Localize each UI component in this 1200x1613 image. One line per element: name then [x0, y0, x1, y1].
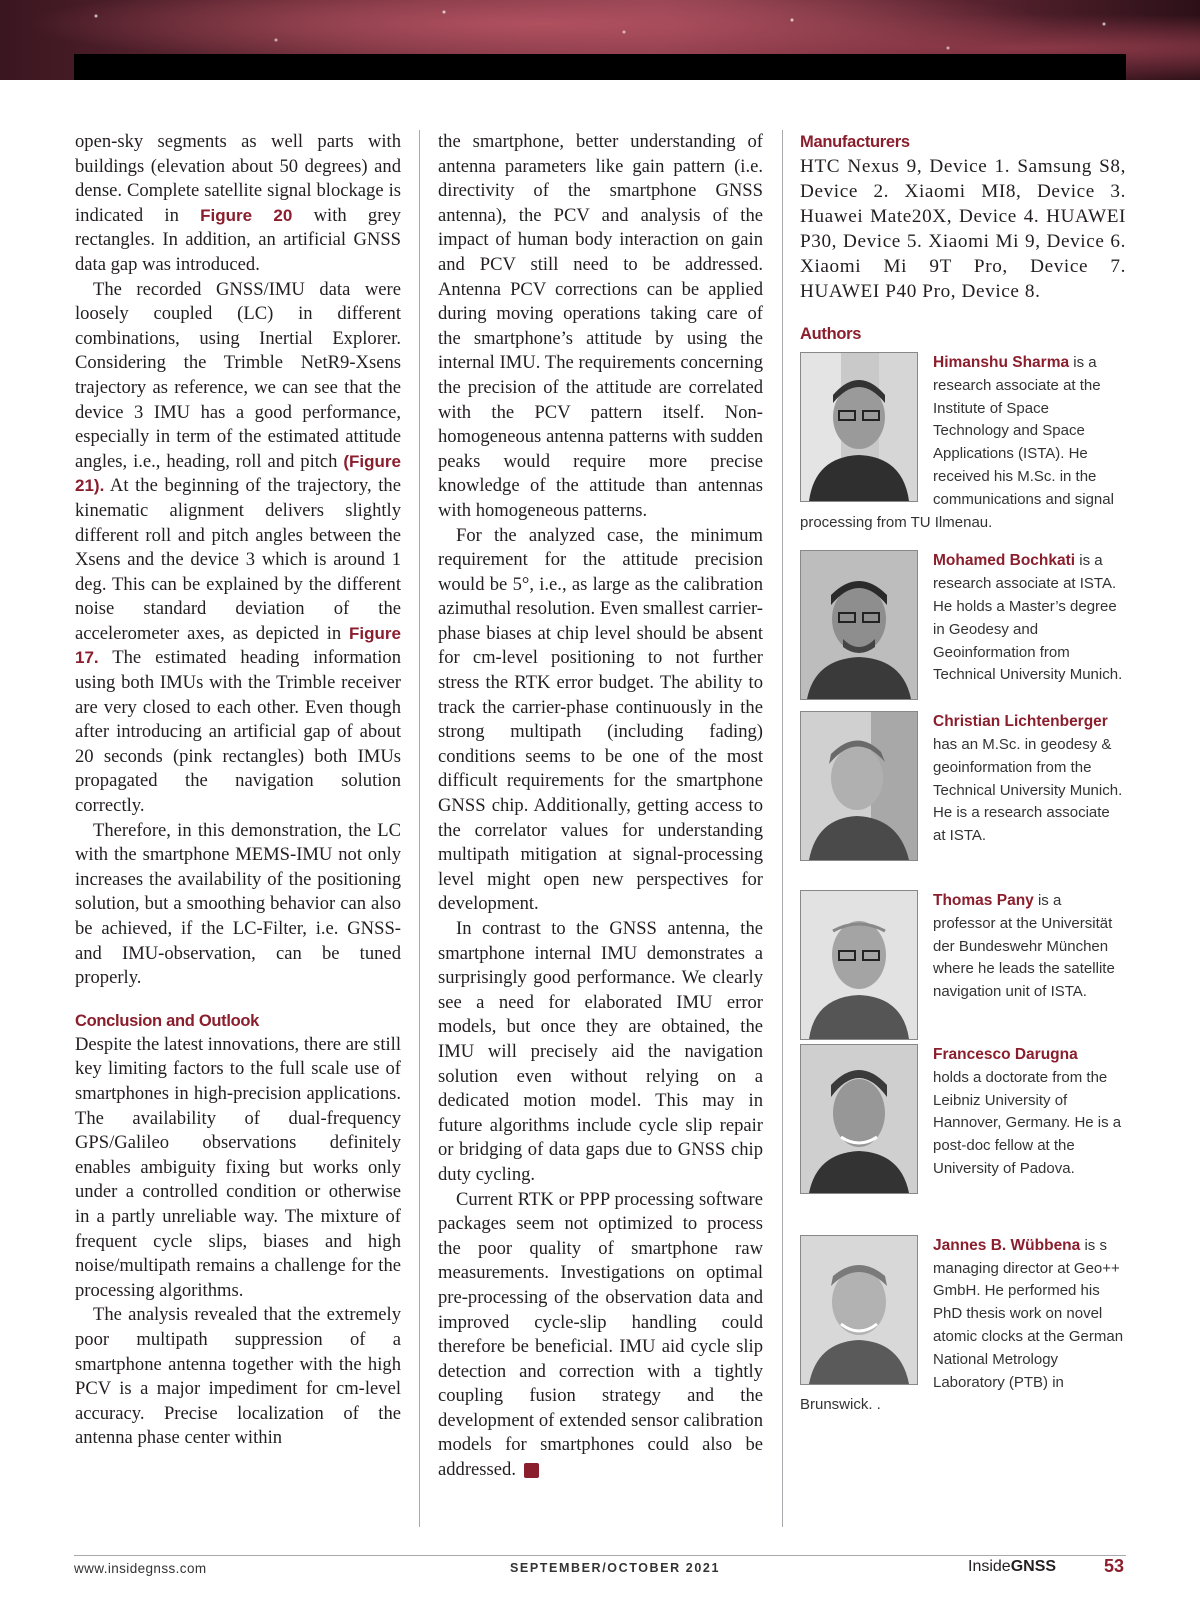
author-bio — [800, 550, 1126, 687]
author-name: Francesco Darugna — [933, 1045, 1078, 1063]
manufacturers-text: HTC Nexus 9, Device 1. Samsung S8, Device 2. Xiaomi MI8, Device 3. Huawei Mate20X, Device 4. HUAWEI P30, Device 5. Xiaomi Mi 9, Device 6. Xiaomi Mi 9T Pro, Device 7. HUAWEI P40 Pro, Device 8. — [800, 156, 1126, 302]
paragraph: The recorded GNSS/IMU data were loosely coupled (LC) in different combinations, using Inertial Explorer. Considering the Trimble NetR9-Xsens trajectory as reference, we can see that the device 3 IMU has a good performance, especially in term of the estimated attitude angles, i.e., heading, roll and pitch (Figure 21). At the beginning of the trajectory, the kinematic alignment delivers slightly different roll and pitch angles between the Xsens and the device 3 which is around 1 deg. This can be explained by the different noise standard deviation of the accelerometer axes, as depicted in Figure 17. The estimated heading information using both IMUs with the Trimble receiver are very closed to each other. Even though after introducing an artificial gap of about 20 seconds (pink rectangles) both IMUs propagated the navigation solution correctly. — [75, 278, 401, 817]
author-bio — [800, 1044, 1126, 1181]
footer-issue-date: SEPTEMBER/OCTOBER 2021 — [510, 1561, 721, 1575]
page-number: 53 — [1104, 1556, 1125, 1576]
author-photo — [800, 550, 918, 700]
portrait-icon — [801, 891, 917, 1039]
footer-brand: InsideGNSS — [968, 1558, 1057, 1575]
author-description: is a professor at the Universität der Bundeswehr München where he leads the satellite navigation unit of ISTA. — [933, 891, 1115, 1001]
column-2 — [438, 130, 763, 1483]
author-name: Mohamed Bochkati — [933, 552, 1076, 570]
column-divider — [782, 130, 783, 1527]
author-description: is a research associate at the Institute of Space Technology and Space Applications (ISTA). He received his M.Sc. in the communications and signal processing from TU Ilmenau. — [800, 354, 1114, 531]
paragraph: Despite the latest innovations, there are still key limiting factors to the full scale use of smartphones in high-precision applications. The availability of dual-frequency GPS/Galileo observations definitely enables ambiguity fixing but works only under a controlled condition or otherwise in a partly unreliable way. The mixture of frequent cycle slips, biases and high noise/multipath remains a challenge for the processing algorithms. — [75, 1033, 401, 1301]
authors-heading: Authors — [800, 325, 862, 343]
footer-rule — [74, 1555, 1126, 1556]
author-name: Himanshu Sharma — [933, 354, 1070, 371]
portrait-icon — [801, 712, 917, 860]
author-name: Jannes B. Wübbena — [933, 1236, 1081, 1254]
figure-21-link[interactable]: (Figure 21). — [75, 451, 401, 496]
author-name: Thomas Pany — [933, 891, 1034, 909]
paragraph: In contrast to the GNSS antenna, the smartphone internal IMU demonstrates a surprisingly good performance. We clearly see a need for elaborated IMU error models, but once they are obtained, the IMU will precisely aid the navigation solution even without relying on a dedicated motion model. This may in future algorithms include cycle slip repair or bridging of data gaps due to GNSS chip duty cycling. — [438, 918, 763, 1185]
author-bio — [800, 1227, 1126, 1417]
author-bio — [800, 884, 1126, 1004]
paragraph: For the analyzed case, the minimum requirement for the attitude precision would be 5°, i.e., as large as the calibration azimuthal resolution. Even smallest carrier-phase biases at chip level should be absent for cm-level positioning to not further stress the RTK error budget. The ability to track the carrier-phase continuously in the strong multipath (including fading) conditions seems to be one of the most difficult requirements for the smartphone GNSS chip. Additionally, getting access to the correlator values for understanding multipath mitigation at signal-processing level might open new perspectives for development. — [438, 524, 763, 915]
figure-20-link[interactable]: Figure 20 — [200, 205, 293, 225]
author-description: holds a doctorate from the Leibniz University of Hannover, Germany. He is a post-doc fellow at the University of Padova. — [933, 1068, 1122, 1177]
paragraph: the smartphone, better understanding of antenna parameters like gain pattern (i.e. directivity of the smartphone GNSS antenna), the PCV and analysis of the impact of human body interaction on gain and PCV still need to be addressed. Antenna PCV corrections can be applied during moving operations taking care of the smartphone’s attitude by using the internal IMU. The requirements concerning the precision of the attitude are correlated with the PCV pattern itself. Non-homogeneous antenna patterns with sudden peaks would require more precise knowledge of the attitude than antennas with homogeneous patterns. — [438, 131, 763, 521]
author-photo — [800, 1235, 918, 1385]
paragraph: Therefore, in this demonstration, the LC with the smartphone MEMS-IMU not only increases the availability of the positioning solution, but a smoothing behavior can also be achieved, if the LC-Filter, i.e. GNSS- and IMU-observation, can be tuned properly. — [75, 819, 401, 989]
author-description: has an M.Sc. in geodesy & geoinformation from the Technical University Munich. He is a research associate at ISTA. — [933, 735, 1123, 845]
column-divider — [419, 130, 420, 1527]
end-mark-icon: IG — [524, 1463, 539, 1478]
manufacturers-heading: Manufacturers — [800, 133, 910, 151]
portrait-icon — [801, 1236, 917, 1384]
author-description: is s managing director at Geo++ GmbH. He performed his PhD thesis work on novel atomic clocks at the German National Metrology Laboratory (PTB) in Brunswick. . — [800, 1236, 1124, 1414]
section-heading: Conclusion and Outlook — [75, 1011, 260, 1030]
author-photo — [800, 352, 918, 502]
paragraph: Current RTK or PPP processing software packages seem not optimized to process the poor quality of smartphone raw measurements. Investigations on optimal pre-processing of the observation data and improved cycle-slip handling could therefore be beneficial. IMU aid cycle slip detection and correction with a tightly coupling fusion strategy and the development of extended sensor calibration models for smartphones could also be addressed. IG — [438, 1188, 763, 1481]
author-photo — [800, 1044, 918, 1194]
author-name: Christian Lichtenberger — [933, 713, 1108, 731]
header-bar — [74, 54, 1126, 80]
author-photo — [800, 890, 918, 1040]
portrait-icon — [801, 551, 917, 699]
author-bio — [800, 352, 1126, 534]
author-bio — [800, 711, 1126, 848]
figure-17-link[interactable]: Figure 17. — [75, 623, 401, 668]
paragraph: The analysis revealed that the extremely poor multipath suppression of a smartphone antenna together with the high PCV is a major impediment for cm-level accuracy. Precise localization of the antenna phase center within — [75, 1304, 401, 1449]
portrait-icon — [801, 1045, 917, 1193]
column-1 — [75, 130, 401, 1451]
paragraph: open-sky segments as well parts with buildings (elevation about 50 degrees) and dense. Complete satellite signal blockage is indicated in Figure 20 with grey rectangles. In addition, an artificial GNSS data gap was introduced. — [75, 131, 401, 275]
author-description: is a research associate at ISTA. He holds a Master’s degree in Geodesy and Geoinformation from Technical University Munich. — [933, 552, 1123, 684]
column-3 — [800, 130, 1126, 1417]
portrait-icon — [801, 353, 917, 501]
author-photo — [800, 711, 918, 861]
footer-url[interactable]: www.insidegnss.com — [74, 1561, 207, 1576]
